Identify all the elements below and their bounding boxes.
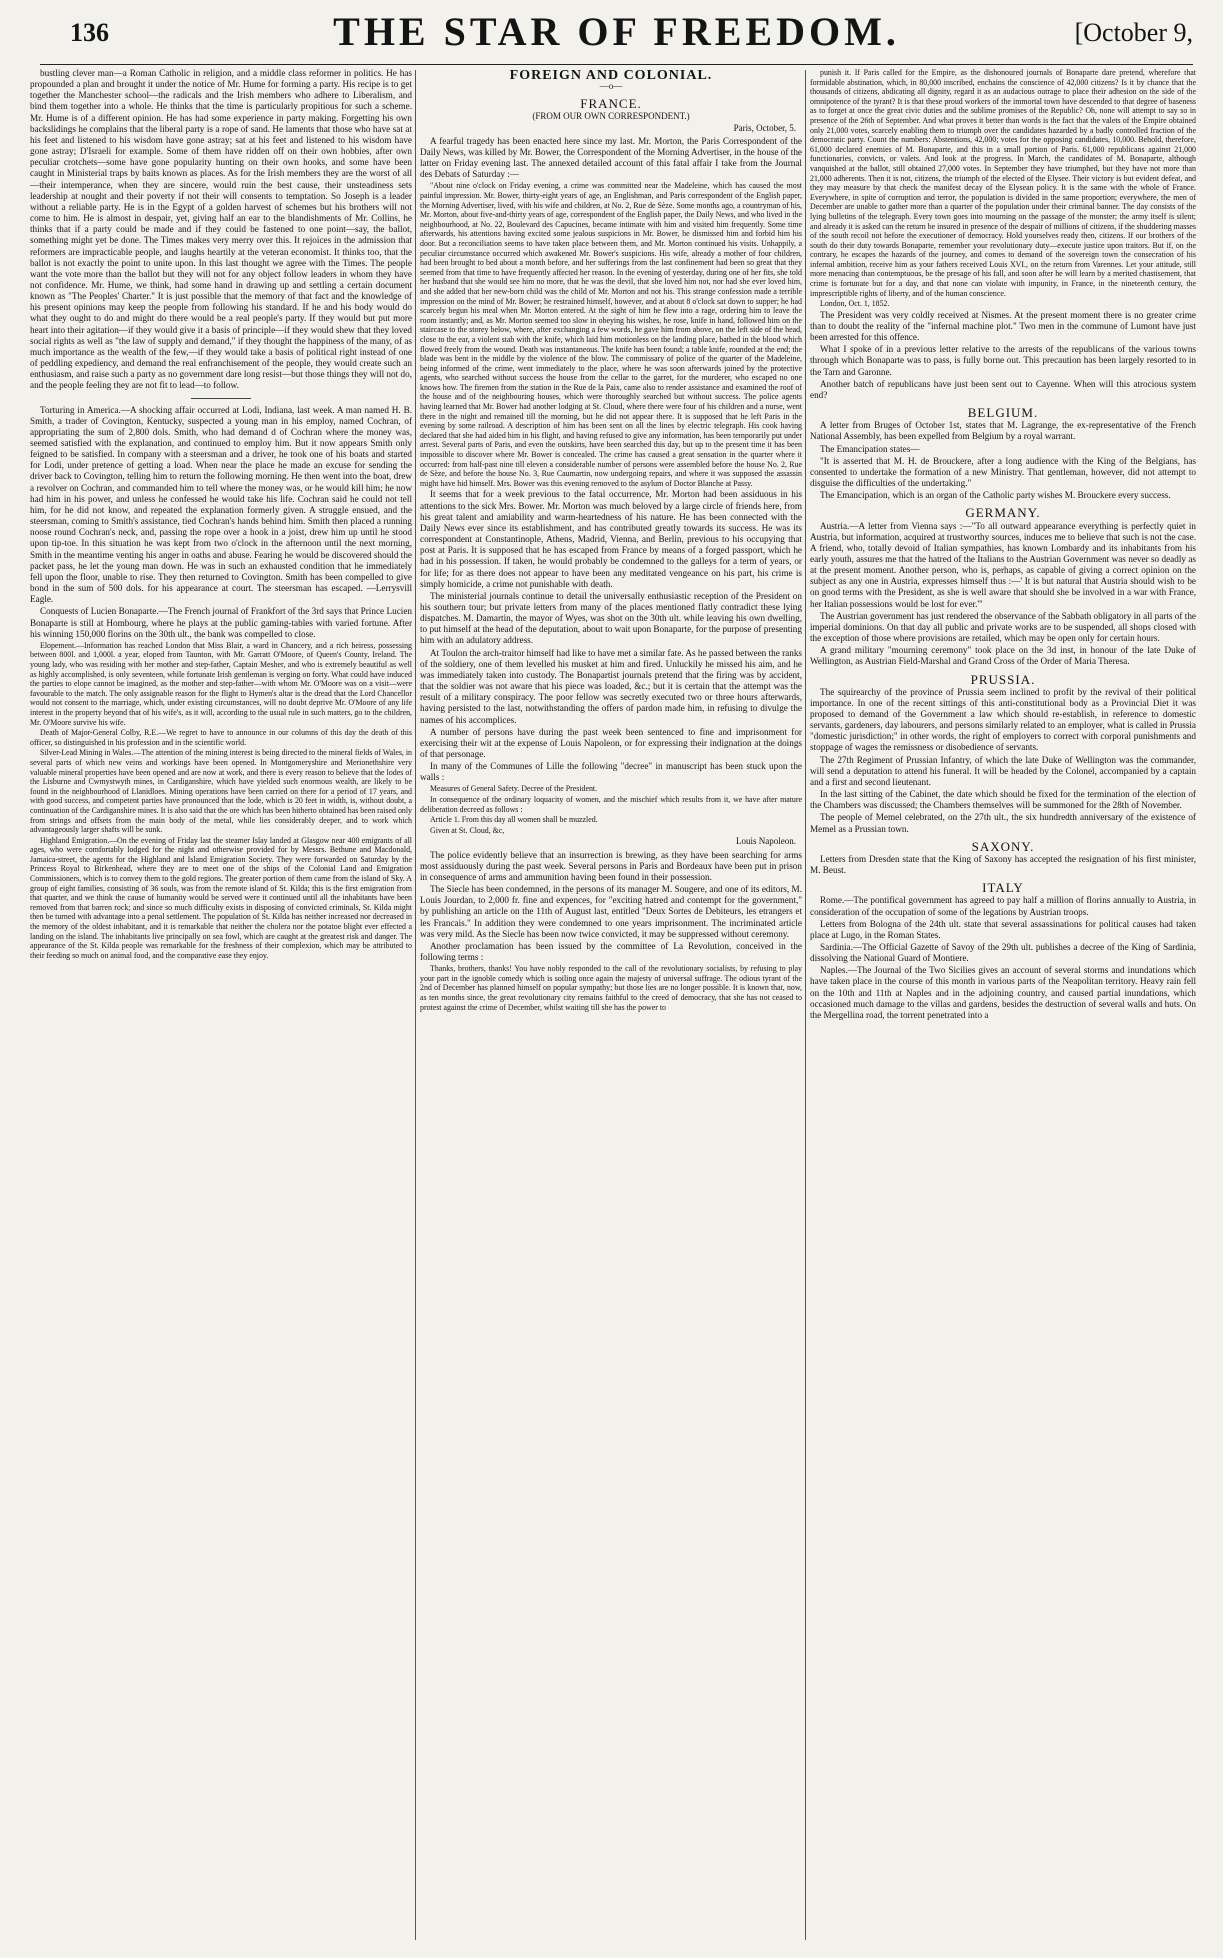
- section-heading: FOREIGN AND COLONIAL.: [509, 68, 713, 83]
- article-paragraph: A grand military "mourning ceremony" took place on the 3d inst, in honour of the late Duke of Wellington, as Austrian Field-Marshal and Grand Cross of the Order of Maria Theresa.: [810, 645, 1196, 667]
- article-paragraph: The Emancipation states—: [820, 443, 920, 454]
- article-paragraph: Elopement.—Information has reached London that Miss Blair, a ward in Chancery, and a rich heiress, possessing between 800l. and 1,000l. a year, eloped from Taunton, with Mr. Garratt O'Moore, of Queen's County, Ireland. The young lady, who was residing with her mother and step-father, Captain Mesher, and who is extremely beautiful as well as highly accomplished, is only seventeen, while fortunate Irish gentleman is verging on forty. What could have induced the parties to elope cannot be imagined, as the mother and step-father—with whom Mr. O'Moore was on a visit—were favourable to the match. The only assignable reason for the flight to Hymen's altar is the dread that the Lord Chancellor would not consent to the marriage, which, under existing circumstances, will no doubt deprive Mr. O'Moore of any life interest in the property beyond that of his wife's, as it will, according to the usual rule in such matters, go to the children, Mr. O'Moore survive his wife.: [30, 640, 412, 727]
- divider: —o—: [599, 81, 623, 92]
- masthead: [40, 6, 1193, 65]
- column-2: [420, 68, 802, 1946]
- column-1: [30, 68, 412, 1946]
- article-paragraph: Highland Emigration.—On the evening of Friday last the steamer Islay landed at Glasgow near 400 emigrants of all ages, who were comfortably lodged for the night and otherwise provided for by Messrs. Bethune and Macdonald, Jamaica-street, the agents for the Highland and Island Emigration Society. They were forwarded on Saturday by the Princess Royal to Birkenhead, where they are to meet one of the ships of the Colonial Land and Emigration Commissioners, which is to convey them to the gold regions. The greater portion of them came from the island of Sky. A group of eight families, consisting of 36 souls, was from the remote island of St. Kilda; this is the first emigration from that quarter, and we think the cause of humanity would be served were it continued until all the inhabitants have been removed from that barren rock; and since so much difficulty exists in disposing of convicted criminals, St. Kilda might then be turned with advantage into a penal settlement. The population of St. Kilda has neither increased nor decreased in the memory of the oldest inhabitant, and it is remarkable that neither the cholera nor the potatoe blight ever effected a landing on the island. The inhabitants live principally on sea fowl, which are caught at the greatest risk and danger. The appearance of the St. Kilda people was remarkable for the freshness of their complexion, which may be attributed to their feeding so much on animal food, and the comparative ease they enjoy.: [30, 835, 412, 960]
- article-paragraph: bustling clever man—a Roman Catholic in religion, and a middle class reformer in politics. He has propounded a plan and brought it under the notice of Mr. Hume for forming a party. His recipe is to get together the Manchester school—the radicals and the Irish members who adhere to Liberalism, and bind them together into a whole. He thinks that the time is particularly propitious for such a scheme. Mr. Hume is of a different opinion. He has had some experience in party making. Forgetting his own backslidings he complains that the liberal party is a rope of sand. He laments that those who have sat at his feet and listened to his wisdom have gone astray; sat at his feet and listened to his wisdom have gone astray; D'Israeli for example. Some of them have ridden off on their own hobbies, after own peculiar crotchets—some have gone popularity hunting on their own hooks, and some have been caught in Ministerial traps by baits known as places. As for the Irish members they are the worst of all—their intemperance, when they are sincere, would ruin the best cause, their unsteadiness sets leadership at nought and their poverty if not their will consents to temptation. So Joseph is a leader without a reliable party. He is in the Egypt of a golden harvest of schemes but his brothers will not come to him. He is almost in despair, yet, giving half an ear to the blandishments of Mr. Collins, he thinks that if a party could be made and if they could be fastened to one point—say, the ballot, something might yet be done. The Times makes very merry over this. It rejoices in the admission that reformers are impracticable people, and laughs heartily at the veteran economist. It thinks too, that the ballot is not exactly the point to unite upon. In this last thought we agree with the Times. The people want the vote more than the ballot but they will not for any object follow leaders in whom they have not confidence. Mr. Hume, we think, had some hand in drawing up and settling a certain document known as "The Peoples' Charter." It is just possible that the memory of that fact and the knowledge of his present opinions may keep the people from following his standard. If he and his body would do what they ought to do and might do there would be a real people's party. If they would but put more heart into their agitation—if they would give it a basis of principle—if they would shew that they loved social rights as well as "the law of supply and demand," if they thought the happiness of the many, of as much importance as the wealth of the few,—if they would take a basis of political right instead of one of peddling expediency, and demand the real enfranchisement of the people, they would create such an enthusiasm, and raise such a party as no government dare long resist—but those things they will not do, and the people feeling they are not fit to lead—to follow.: [30, 68, 412, 391]
- decree-line: Given at St. Cloud, &c,: [430, 825, 505, 835]
- quoted-paragraph: "About nine o'clock on Friday evening, a crime was committed near the Madeleine, which has caused the most painful impression. Mr. Bower, thirty-eight years of age, an Englishman, and Paris correspondent of the English paper, the Morning Advertiser, lived, with his wife and children, at No. 2, Rue de Sèze. Some months ago, a countryman of his, Mr. Morton, about five-and-thirty years of age, correspondent of the English paper, the Daily News, and who lived in the neighbourhood, at No. 22, Boulevard des Capucines, became intimate with him and visited him frequently. Some time afterwards, his attentions having excited some jealous suspicions in Mr. Bower, he dismissed him and forbid him his door. But a reconciliation seems to have taken place between them, and Mr. Morton continued his visits. Unhappily, a peculiar circumstance occurred which awakened Mr. Bower's suspicions. His wife, already a mother of four children, had been brought to bed about a month before, and her sufferings from the last confinement had been so great that they seemed from that time to have frequently affected her reason. In the evening of yesterday, during one of her fits, she told her husband that she would see him no more, that he was the devil, that she loved him not, nor had she ever loved him, and she added that her new-born child was the child of Mr. Morton and not his. This strange confession made a terrible impression on the mind of Mr. Bower; he restrained himself, however, and at about 8 o'clock sat down to supper; he had scarcely begun his meal when Mr. Morton entered. At the sight of him he flew into a rage, ordering him to leave the room instantly; and, as Mr. Morton seemed too slow in obeying his wishes, he rose, knife in hand, followed him on the staircase to the storey below, where, after exchanging a few words, he gave him from above, on the left side of the head, close to the ear, a violent stab with the knife, which laid him motionless on the landing place, bathed in the blood which flowed freely from the wound. Death was instantaneous. The knife has been found; a table knife, rounded at the end; the blade was bent in the middle by the violence of the blow. The commissary of police of the quarter of the Madeleine, being informed of the crime, went immediately to the place, where he was soon afterwards joined by the protective agents, who searched without success the house from the cellar to the garret, for the murderer, who escaped no one knows how. The firemen from the station in the Rue de la Paix, came also to render assistance and examined the roof of the house and of the neighbouring houses, which were thoroughly searched but without success. The police agents having learned that Mr. Bower had another lodging at St. Cloud, where there were four of his children and a nurse, went there in the night and remained till the morning, but he did not appear there. It is supposed that he left Paris in the evening by some railroad. A description of him has been sent on all the lines by electric telegraph. His cook having declared that she had aided him in his flight, and having refused to give any information, has been temporarily put under arrest. Several parts of Paris, and even the outskirts, have been searched this day, but up to the present time it has been impossible to discover where Mr. Bower is concealed. The crime has caused a great sensation in the quarter where it occurred: from half-past nine till eleven a considerable number of persons were assembled before the house No. 2, Rue de Sèze, and before the house No. 3, Rue Caumartin, now undergoing repairs, and where it was supposed the assassin might have hid himself. Mrs. Bower was this evening removed to the asylum of Doctor Blanche at Passy.: [420, 181, 802, 488]
- divider: [191, 398, 251, 399]
- dateline: Paris, October, 5.: [733, 122, 796, 133]
- country-heading: SAXONY.: [971, 838, 1035, 854]
- article-paragraph: A fearful tragedy has been enacted here since my last. Mr. Morton, the Paris Correspondent of the Daily News, was killed by Mr. Bower, the Correspondent of the Morning Advertiser, in the house of the latter on Friday evening last. The annexed detailed account of this fatal affair I take from the Journal des Debats of Saturday :—: [420, 135, 802, 180]
- article-paragraph: Conquests of Lucien Bonaparte.—The French journal of Frankfort of the 3rd says that Prince Lucien Bonaparte is still at Hombourg, where he plays at the public gaming-tables with varied fortune. After his winning 150,000 florins on the 30th ult., the bank was compelled to close.: [30, 606, 412, 639]
- article-paragraph: Another batch of republicans have just been sent out to Cayenne. When will this atrocious system end?: [810, 378, 1196, 400]
- article-paragraph: The Emancipation, which is an organ of the Catholic party wishes M. Brouckere every success.: [820, 490, 1171, 501]
- article-paragraph: Naples.—The Journal of the Two Sicilies gives an account of several storms and inundations which have taken place in the course of this month in various parts of the Neapolitan territory. Heavy rain fell on the 10th and 11th at Naples and in the adjoining country, and caused partial inundations, which occasioned much damage to the villas and gardens, besides the destruction of several walls and huts. On the Mergellina road, the torrent penetrated into a: [810, 965, 1196, 1020]
- article-paragraph: A letter from Bruges of October 1st, states that M. Lagrange, the ex-representative of the French National Assembly, has been expelled from Belgium by a royal warrant.: [810, 420, 1196, 442]
- article-paragraph: What I spoke of in a previous letter relative to the arrests of the republicans of the various towns through which Bonaparte was to pass, is fully borne out. This precaution has been largely resorted to in the Tarn and Garonne.: [810, 344, 1196, 377]
- newspaper-title: THE STAR OF FREEDOM.: [333, 9, 900, 54]
- article-paragraph: The President was very coldly received at Nismes. At the present moment there is no greater crime than to doubt the reality of the "infernal machine plot." Two men in the commune of Lumont have just been arrested for this offence.: [810, 309, 1196, 343]
- decree-line: Measures of General Safety. Decree of the President.: [430, 784, 598, 794]
- article-paragraph: In the last sitting of the Cabinet, the date which should be fixed for the termination of the election of the Chambers was discussed; the Chambers themselves will be summoned for the 28th of November.: [810, 789, 1196, 811]
- article-paragraph: The Siecle has been condemned, in the persons of its manager M. Sougere, and one of its editors, M. Louis Jourdan, to 2,000 fr. fine and expences, for "exciting hatred and contempt for the government," by publishing an article on the 11th of August last, entitled "Deux Sortes de Debiteurs, les etrangers et les Francais." In addition they were condemned to one years imprisonment. The incriminated article was very mild. As the Siecle has been now twice convicted, it may be suppressed without ceremony.: [420, 884, 802, 939]
- decree-signature: Louis Napoleon.: [736, 836, 796, 847]
- byline: (FROM OUR OWN CORRESPONDENT.): [532, 111, 690, 122]
- article-paragraph: Rome.—The pontifical government has agreed to pay half a million of florins annually to Austria, in consideration of the occupation of some of the legations by Austrian troops.: [810, 895, 1196, 917]
- article-paragraph: Austria.—A letter from Vienna says :—"To all outward appearance everything is perfectly quiet in Austria, but information, acquired at trustworthy sources, induces me to believe that such is not the case. A friend, who, totally devoid of Italian sympathies, has known Lombardy and its inhabitants from his early youth, assures me that the hatred of the Italians to the Austrian Government was never so deadly as at the present moment. Another person, who is, perhaps, as capable of giving a correct opinion on the subject as any one in Austria, expresses himself thus :—' It is but natural that Austria should wish to be on good terms with the President, as she is well aware that should she be involved in a war with France, her Italian possessions would be lost for ever.'": [810, 520, 1196, 609]
- issue-date: [October 9,: [1074, 18, 1193, 47]
- article-paragraph: Silver-Lead Mining in Wales.—The attention of the mining interest is being directed to the mineral fields of Wales, in several parts of which new veins and workings have been opened. In Montgomeryshire and Merionethshire very valuable mineral properties have been opened and are now at work, and there is every reason to believe that the lodes of the Lisburne and Cwmystwyth mines, in Cardiganshire, which have yielded such enormous wealth, are likely to be found in the neighbourhood of Llanidloes. Mining operations have been carried on there for a period of 17 years, and with good success, and competent parties have pronounced that the lode, which is 20 feet in width, is, without doubt, a continuation of the Cardiganshire mines. It is also said that the ore which has been hitherto obtained has been raised only from strings and offsets from the main body of the metal, while lies considerably deeper, and to work which advantageously larger shafts will be sunk.: [30, 748, 412, 835]
- article-paragraph: The people of Memel celebrated, on the 27th ult., the six hundredth anniversary of the existence of Memel as a Prussian town.: [810, 812, 1196, 834]
- article-paragraph: The Austrian government has just rendered the observance of the Sabbath obligatory in all parts of the imperial dominions. On that day all public and private works are to be suspended, all shops closed with the exception of those where provisions are retailed, which may be open only for certain hours.: [810, 610, 1196, 644]
- country-heading: PRUSSIA.: [970, 671, 1036, 687]
- article-paragraph: The squirearchy of the province of Prussia seem inclined to profit by the revival of their political importance. In one of the recent sittings of this anti-constitutional body as a Provincial Diet it was proposed to demand of the Government a law which should re-establish, in reference to domestic servants, gardeners, day labourers, and persons similarly related to an employer, what is called in Prussia "domestic jurisdiction;" in other words, the right of employers to correct with corporal punishments and stoppage of wages the remissness or disobedience of servants.: [810, 686, 1196, 753]
- article-paragraph: The 27th Regiment of Prussian Infantry, of which the late Duke of Wellington was the commander, will send a deputation to attend his funeral. It will be headed by the Colonel, accompanied by a captain and a first and second lieutenant.: [810, 754, 1196, 787]
- article-paragraph: Torturing in America.—A shocking affair occurred at Lodi, Indiana, last week. A man named H. B. Smith, a trader of Covington, Kentucky, suspected a young man in his employ, named Cochran, of appropriating the sum of 2,800 dols. Smith, who had demand d of Cochran where the money was, seemed satisfied with the explanation, and continued to employ him. But it now appears Smith only feigned to be satisfied. In company with a steersman and a driver, he took one of his boats and started for Lodi, under pretence of getting a load. When near the place he made an excuse for sending the driver back to Covington, telling him to return the following morning. He then went into the boat, drew a revolver on Cochran, and commanded him to tell where the money was, or he would kill him; he now had him in his power, and unless he confessed he would take his life. Cochran said he could not tell him, for he did not know, and repeated the explanation formerly given. A struggle ensued, and the steersman, coming to Smith's assistance, tied Cochran's hands behind him. Smith then placed a running noose round Cochran's neck, and, passing the rope over a hook in a joist, drew him up until he stood upon tip-toe. In this situation he was kept from two o'clock in the afternoon until the next morning, Smith in the meantime venting his anger in oaths and abuse. Fearing he would be discovered should the packet pass, he let the young man down. He was in such an exhausted condition that he immediately fell upon the floor, unable to rise. They then returned to Covington. Smith has been compelled to give bond in the sum of 500 dols. for his appearance at court. The steersman has escaped. —Lerrysvill Eagle.: [30, 404, 412, 605]
- article-paragraph: The ministerial journals continue to detail the universally enthusiastic reception of the President on his southern tour; but private letters from many of the places mentioned flatly contradict these lying dispatches. M. Damartin, the mayor of Wyes, was shot on the 30th ult. while leaving his own dwelling, to put himself at the head of the deputation, about to wait upon Bonaparte, for the purpose of presenting him with an adulatory address.: [420, 590, 802, 646]
- article-paragraph: Death of Major-General Colby, R.E.—We regret to have to announce in our columns of this day the death of this officer, so distinguished in his profession and in the scientific world.: [30, 728, 412, 747]
- column-rule: [805, 70, 806, 1940]
- article-paragraph: Sardinia.—The Official Gazette of Savoy of the 29th ult. publishes a decree of the King of Sardinia, dissolving the National Guard of Montiere.: [810, 941, 1196, 964]
- article-paragraph: It seems that for a week previous to the fatal occurrence, Mr. Morton had been assiduous in his attentions to the sick Mrs. Bower. Mr. Morton was much beloved by a large circle of friends here, from his great talent and amiability and warm-heartedness of his nature. He has been connected with the Daily News ever since its establishment, and has contributed greatly towards its success. He was its correspondent at Constantinople, Athens, Madrid, Vienna, and Berlin, previous to his occupying that post at Paris. It is supposed that he has escaped from France by means of a forged passport, which he had in his possession. If taken, he would probably be condemned to the galleys for a term of years, or for life; for as there does not appear to have been any meditated vengeance on his part, his crime is simply homicide, a crime not punishable with death.: [420, 489, 802, 589]
- article-paragraph: Letters from Dresden state that the King of Saxony has accepted the resignation of his first minister, M. Beust.: [810, 853, 1196, 876]
- article-paragraph: Letters from Bologna of the 24th ult. state that several assassinations for political causes had taken place at Lugo, in the Roman States.: [810, 918, 1196, 940]
- decree-line: Article 1. From this day all women shall be muzzled.: [430, 815, 598, 825]
- article-paragraph: In many of the Communes of Lille the following "decree" in manuscript has been stuck upon the walls :: [420, 761, 802, 783]
- column-3: [810, 68, 1196, 1946]
- article-paragraph: A number of persons have during the past week been sentenced to fine and imprisonment for exercising their wit at the expense of Louis Napoleon, or for expressing their indignation at the doings of that personage.: [420, 726, 802, 759]
- quoted-paragraph: Thanks, brothers, thanks! You have nobly responded to the call of the revolutionary socialists, by refusing to play your part in the ignoble comedy which is soiling once again the majesty of universal suffrage. The odious tyrant of the 2nd of December has planned himself on popular sympathy; but those lies are no longer possible. It is known that, now, as ten months since, the great revolutionary city remains faithful to the creed of democracy, that she has not ceased to protest against the crime of December, whilst waiting till she has the power to: [420, 964, 802, 1012]
- article-paragraph: At Toulon the arch-traitor himself had like to have met a similar fate. As he passed between the ranks of the soldiery, one of them levelled his musket at him and fired. Unluckily he missed his aim, and he was immediately taken into custody. The Bonapartist journals pretend that the firing was by accident, that the soldier was not aware that his piece was loaded, &c.; but it is certain that the attempt was the result of a military conspiracy. The poor fellow was secretly executed two or three hours afterwards, having persisted to the last, notwithstanding the offers of pardon made him, in refusing to divulge the names of his accomplices.: [420, 647, 802, 725]
- decree-line: In consequence of the ordinary loquacity of women, and the mischief which results from it, we have after mature deliberation decreed as follows :: [420, 795, 802, 814]
- country-heading: ITALY: [982, 880, 1024, 896]
- quoted-paragraph: punish it. If Paris called for the Empire, as the dishonoured journals of Bonaparte dare pretend, wherefore that formidable abstination, which, in 80,000 inscribed, enchains the conscience of 42,000 citizens? Is it by chance that the thousands of citizens, abdicating all dignity, regard it as an audacious outrage to place their adhesion on the side of the omnipotence of the tyrant? It is that these proud workers of the immortal town have descended to that degree of baseness as to forget at once the great civic duties and the sublime promises of the Republic? Oh, none will attempt to say so in presence of the 26th of September. And what proves it better than words is the fact that the valets of the Empire obtained only 21,000 votes, scarcely enabling them to triumph over the candidates hazarded by a badly controlled fraction of the democratic party. Count the numbers: Abstentions, 42,000; votes for the opposing candidates, 10,000. Behold, therefore, 61,000 declared enemies of M. Bonaparte, and this in a small portion of Paris. 61,000 republicans against 21,000 functionaries, convicts, or valets. And look at the progress. In March, the candidates of M. Bonaparte, although vanquished at the ballot, still obtained 27,000 votes. In September they have triumphed, but they have not more than 21,000 adherents. Then it is not, citizens, the triumph of the elected of the Elysee. Their victory is but evident defeat, and they may measure by that check the manifest decay of the Elysean policy. It is the same with the whole of France. Everywhere, in spite of corruption and terror, the population is divided in the same proportion; everywhere, the men of December are unable to gather more than a quarter of the population under their criminal banner. The day consists of the lying bulletins of the telegraph. Every town goes into mourning on the passage of the monster; the army itself is silent; and already it is asked can the return be insured in presence of the despair of millions of citizens, if the shuddering masses of the south recoil not before the executioner of democracy. Hold yourselves ready then, citizens. If our brothers of the south do their duty towards Bonaparte, remember your revolutionary duty—execute justice upon traitors. But if, on the contrary, he escapes the hazards of the journey, and comes to demand of the sovereign town the consecration of his infernal ambition, receive him as your fathers received Louis XVI., on the return from Varennes. Let your attitude, still more menacing than contemptuous, be the presage of his fall, and soon after he will learn by a merited chastisement, that crime is fortunate but for a day, and that none can violate with impunity, in France, in the nineteenth century, the imprescriptible rights of liberty, and of the human conscience.: [810, 68, 1196, 298]
- quote-date: London, Oct. 1, 1852.: [820, 299, 890, 309]
- article-paragraph: The police evidently believe that an insurrection is brewing, as they have been searching for arms most assiduously during the past week. Several persons in Paris and Bordeaux have been put in prison in consequence of arms and ammunition having been found in their possession.: [420, 849, 802, 882]
- article-paragraph: "It is asserted that M. H. de Brouckere, after a long audience with the King of the Belgians, has consented to undertake the formation of a new Ministry. That gentleman, however, did not attempt to disguise the difficulties of the undertaking.": [810, 455, 1196, 489]
- article-paragraph: Another proclamation has been issued by the committee of La Revolution, conceived in the following terms :: [420, 940, 802, 962]
- column-rule: [415, 70, 416, 1940]
- page-number: 136: [70, 18, 109, 47]
- country-heading: GERMANY.: [965, 505, 1041, 521]
- country-heading: FRANCE.: [580, 96, 642, 112]
- country-heading: BELGIUM.: [967, 405, 1039, 421]
